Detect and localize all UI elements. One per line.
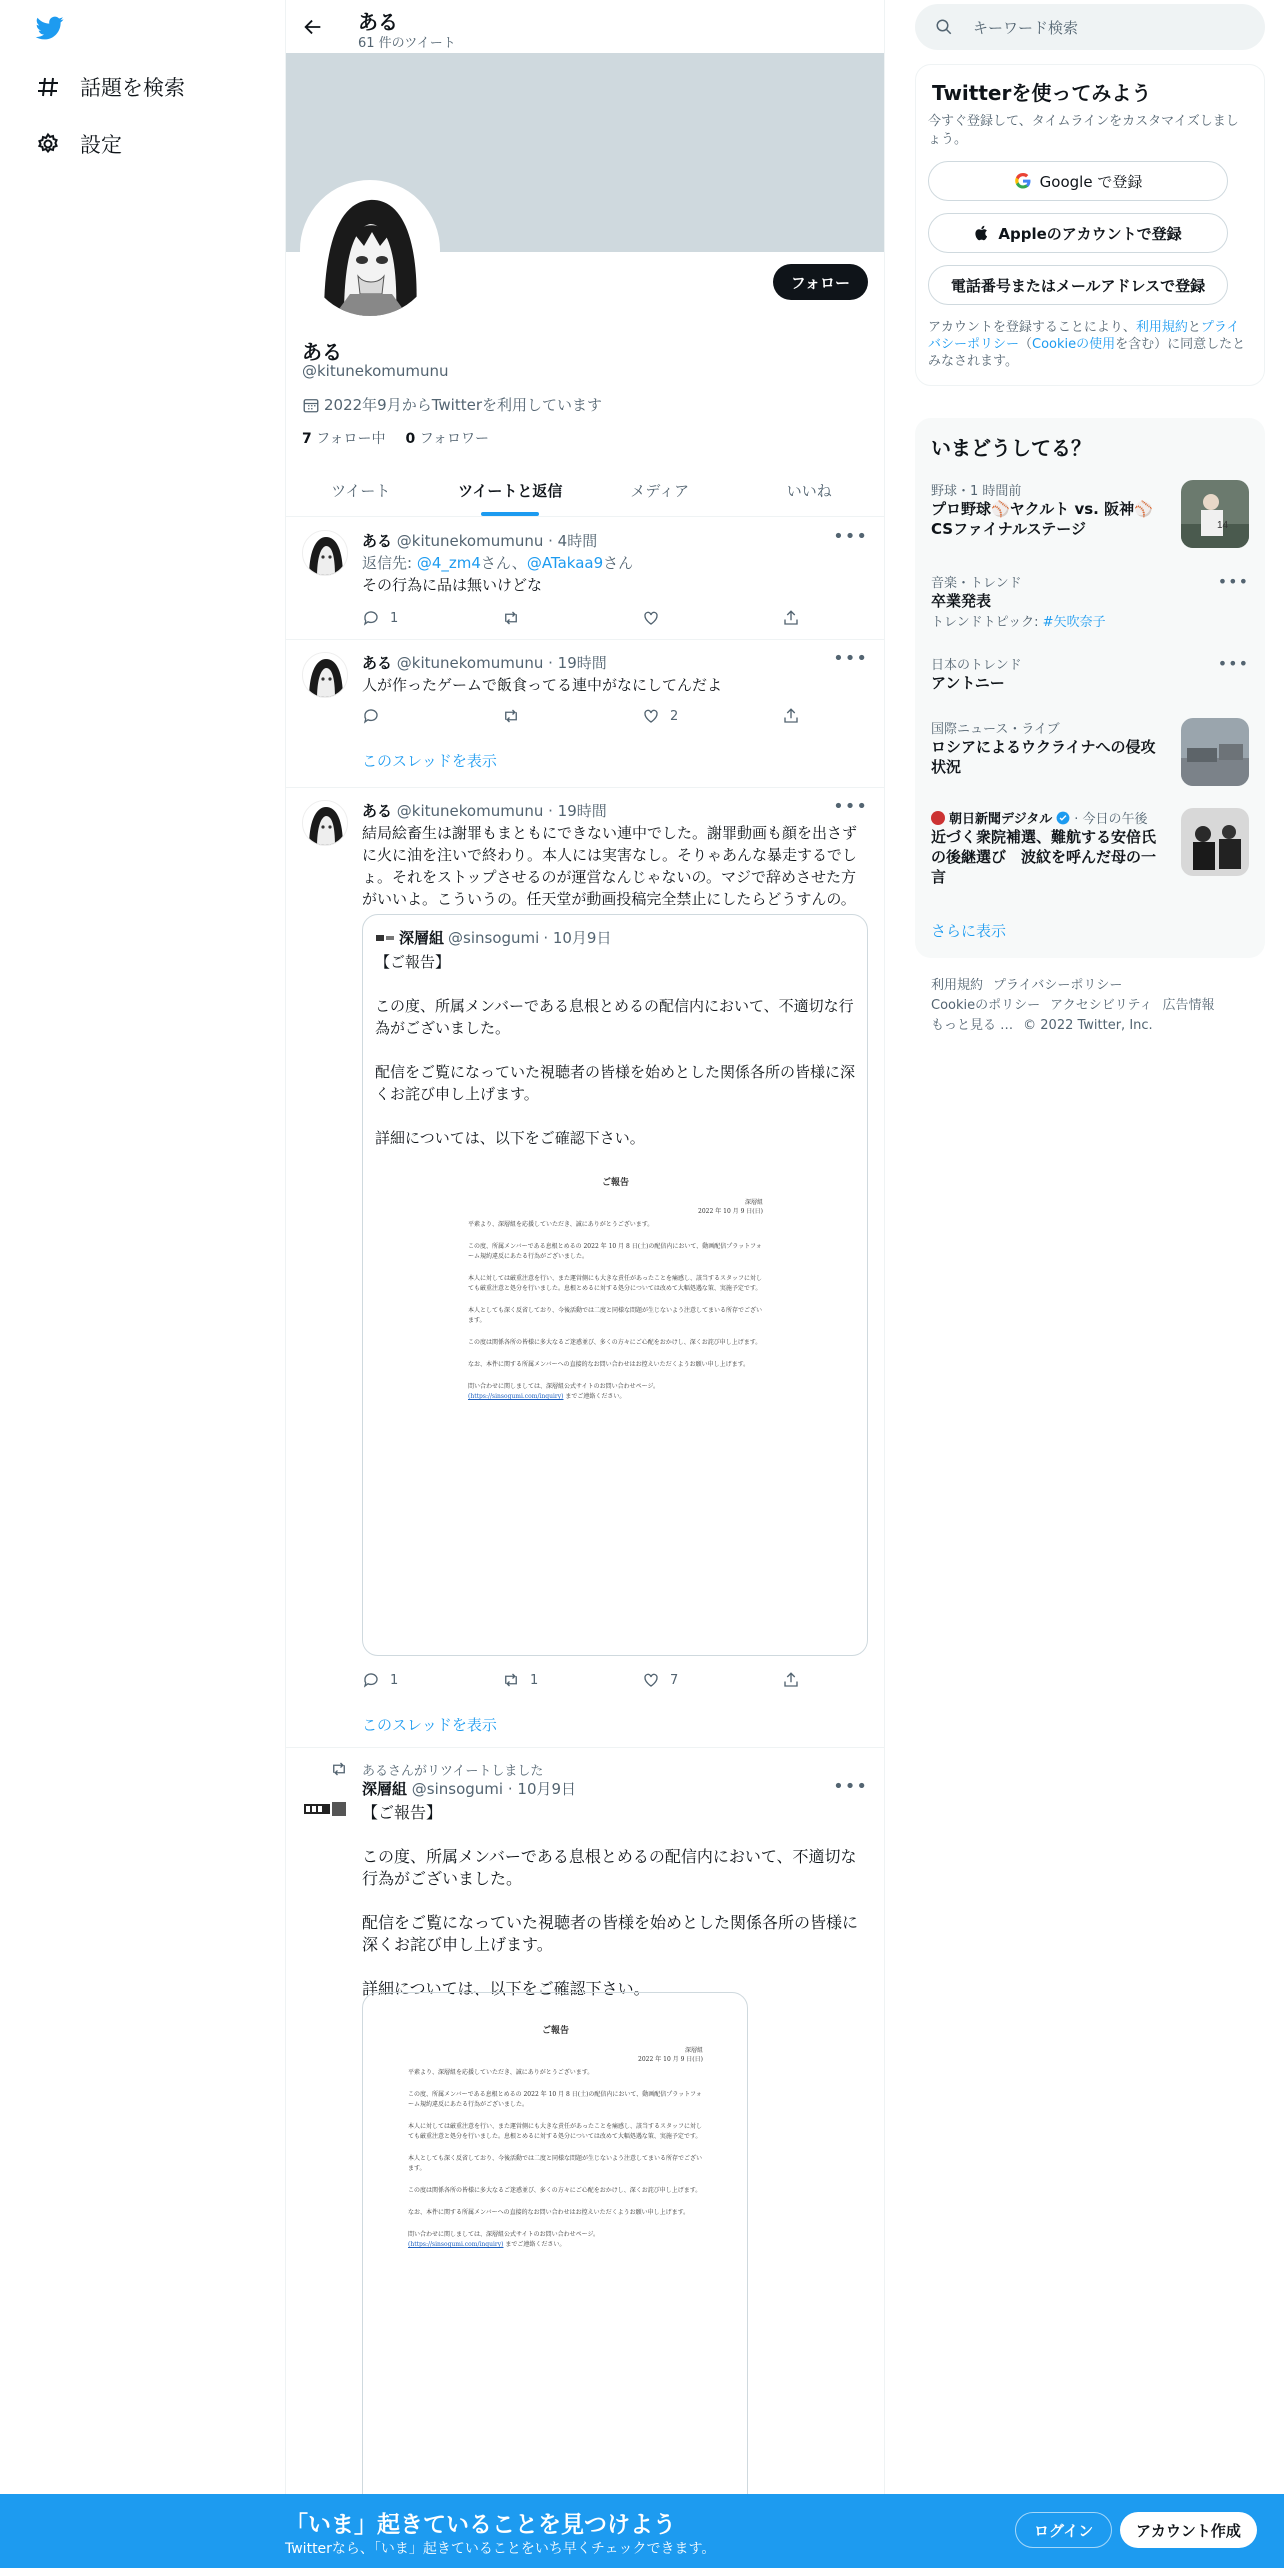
reply-icon: [362, 1671, 380, 1689]
more-icon[interactable]: •••: [833, 796, 868, 817]
tweet-header: [362, 800, 607, 821]
nav-explore[interactable]: [36, 67, 185, 107]
avatar-illustration: [304, 184, 436, 316]
tweet-time[interactable]: · 10月9日: [507, 1780, 577, 1798]
following-link[interactable]: 7 フォロー中: [302, 431, 386, 447]
reply-icon: [362, 609, 380, 627]
like-button[interactable]: 2: [642, 706, 732, 726]
footer-link[interactable]: プライバシーポリシー: [993, 978, 1123, 993]
quoted-author-avatar: [375, 931, 395, 945]
footer-link[interactable]: Cookieのポリシー: [931, 998, 1041, 1013]
trends-show-more-link[interactable]: さらに表示: [931, 922, 1007, 940]
tab-tweets-and-replies[interactable]: ツイートと返信: [436, 464, 586, 516]
hashtag-icon: [36, 75, 60, 99]
google-icon: [1014, 172, 1032, 190]
heart-icon: [642, 609, 660, 627]
trend-item[interactable]: 音楽・トレンド 卒業発表 トレンドトピック: #矢吹奈子 •••: [931, 572, 1249, 630]
more-icon[interactable]: •••: [833, 526, 868, 547]
reply-button[interactable]: [362, 706, 452, 726]
retweet-label[interactable]: あるさんがリツイートしました: [362, 1764, 544, 1779]
back-arrow-icon[interactable]: [302, 16, 324, 38]
quoted-time: · 10月9日: [543, 929, 612, 947]
quoted-author-handle: @sinsogumi: [448, 928, 540, 947]
show-thread-link[interactable]: このスレッドを表示: [362, 1716, 497, 1734]
profile-handle: @kitunekomumunu: [302, 362, 449, 380]
quoted-author-name: 深層組: [399, 929, 445, 947]
signup-title: Twitterを使ってみよう: [932, 81, 1152, 105]
retweet-button[interactable]: 1: [502, 1670, 592, 1690]
report-document-image: ご報告 深層組 2022 年 10 月 9 日(日) 平素より、深層組を応援していただき、誠にありがとうございます。 この度、所属メンバーである息根とめるの 2022 年 10 月 8 日(土)の配信内において、動画配信プラットフォーム規約違反にあたる行為がございました。 本人に対しては厳重注意を行い、また運営側にも大きな責任があったことを痛感し、該当するスタッフに対しても厳重注意と処分を行いました。息根とめるに対する処分については改めて大幅処遇な策、実施予定です。 本人としても深く反省しており、今後活動では二度と同様な問題が生じないよう注意してまいる所存でございます。 この度は関係各所の皆様に多大なるご迷惑並び、多くの方々にご心配をおかけし、深くお詫び申し上げます。 なお、本件に関する所属メンバーへの直接的なお問い合わせはお控えいただくようお願い申し上げます。 問い合わせに関しましては、深層組公式サイトのお問い合わせページ。 (https://sinsogumi.com/inquiry) までご連絡ください。: [408, 2023, 703, 2323]
trend-thumbnail: [1181, 808, 1249, 876]
profile-tabs: [286, 464, 884, 517]
tweet-author-handle[interactable]: @kitunekomumunu: [396, 802, 544, 820]
share-button[interactable]: [782, 706, 802, 726]
create-account-button[interactable]: アカウント作成: [1120, 2512, 1257, 2548]
reply-mention-link[interactable]: @ATakaa9: [526, 554, 604, 572]
tweet-reply-to: 返信先: @4_zm4さん、@ATakaa9さん: [362, 554, 634, 572]
nav-settings-label: 設定: [80, 133, 122, 157]
more-icon[interactable]: •••: [1217, 572, 1249, 591]
calendar-icon: [302, 396, 320, 414]
follow-button[interactable]: フォロー: [773, 264, 868, 300]
report-document-image[interactable]: ご報告 深層組 2022 年 10 月 9 日(日) 平素より、深層組を応援していただき、誠にありがとうございます。 この度、所属メンバーである息根とめるの 2022 年 10 月 8 日(土)の配信内において、動画配信プラットフォーム規約違反にあたる行為がございました。 本人に対しては厳重注意を行い、また運営側にも大きな責任があったことを痛感し、該当するスタッフに対しても厳重注意と処分を行いました。息根とめるに対する処分については改めて大幅処遇な策、実施予定です。 本人としても深く反省しており、今後活動では二度と同様な問題が生じないよう注意してまいる所存でございます。 この度は関係各所の皆様に多大なるご迷惑並び、多くの方々にご心配をおかけし、深くお詫び申し上げます。 なお、本件に関する所属メンバーへの直接的なお問い合わせはお控えいただくようお願い申し上げます。 問い合わせに関しましては、深層組公式サイトのお問い合わせページ。 (https://sinsogumi.com/inquiry) までご連絡ください。: [468, 1175, 763, 1475]
terms-link[interactable]: 利用規約: [1135, 320, 1188, 335]
twitter-logo-icon[interactable]: [34, 14, 66, 42]
tweet-avatar[interactable]: [302, 652, 348, 698]
main-column: [285, 0, 885, 2568]
retweeted-tweet-item[interactable]: [286, 1748, 884, 2494]
like-button[interactable]: 7: [642, 1670, 732, 1690]
retweet-icon: [502, 609, 520, 627]
footer-links: [931, 976, 1251, 1036]
trend-item[interactable]: 野球・1 時間前 プロ野球⚾ヤクルト vs. 阪神⚾CSファイナルステージ 14: [931, 480, 1249, 554]
footer-link[interactable]: アクセシビリティ: [1050, 998, 1153, 1013]
footer-link[interactable]: 広告情報: [1162, 998, 1215, 1013]
share-button[interactable]: [782, 1670, 802, 1690]
footer-link[interactable]: 利用規約: [931, 978, 984, 993]
more-icon[interactable]: •••: [833, 1776, 868, 1797]
tweet-author-name[interactable]: ある: [362, 802, 393, 820]
trends-card: [915, 418, 1265, 958]
tweet-header: [362, 1778, 576, 1799]
tweet-author-handle[interactable]: @sinsogumi: [411, 1780, 504, 1798]
apple-icon: [974, 224, 990, 242]
tweet-avatar[interactable]: [302, 800, 348, 846]
tweet-author-name[interactable]: ある: [362, 532, 393, 550]
trend-topic-link[interactable]: #矢吹奈子: [1042, 615, 1106, 630]
cookie-link[interactable]: Cookieの使用: [1032, 337, 1116, 352]
profile-follow-stats: [302, 428, 489, 448]
tweet-time[interactable]: · 19時間: [548, 654, 607, 672]
tweet-item[interactable]: [286, 640, 884, 788]
heart-icon: [642, 1671, 660, 1689]
retweet-indicator-icon: [330, 1760, 348, 1778]
google-signup-button[interactable]: Google で登録: [928, 161, 1228, 201]
search-icon: [935, 18, 953, 36]
tab-tweets[interactable]: ツイート: [331, 481, 391, 500]
heart-icon: [642, 707, 660, 725]
nav-settings[interactable]: [36, 124, 122, 164]
signup-card: [915, 64, 1265, 386]
tab-likes[interactable]: いいね: [786, 481, 832, 500]
retweet-button[interactable]: [502, 608, 592, 628]
bottom-bar-subtitle: Twitterなら、「いま」起きていることをいち早くチェックできます。: [285, 2541, 716, 2557]
profile-name: ある: [302, 340, 342, 364]
tweet-author-handle[interactable]: @kitunekomumunu: [396, 654, 544, 672]
privacy-link[interactable]: プライバシーポリシー: [928, 320, 1240, 352]
reply-icon: [362, 707, 380, 725]
tweet-avatar[interactable]: [302, 1786, 348, 1832]
trend-item[interactable]: 朝日新聞デジタル · 今日の午後 近づく衆院補選、難航する安倍氏の後継選び 波紋を呼んだ母の一言: [931, 808, 1249, 888]
trends-title: いまどうしてる？: [931, 436, 1091, 460]
trend-thumbnail: [1181, 480, 1249, 548]
share-icon: [782, 609, 800, 627]
reply-button[interactable]: 1: [362, 1670, 452, 1690]
tweet-header: [362, 530, 597, 551]
nav-explore-label: 話題を検索: [80, 76, 185, 100]
quoted-tweet[interactable]: [362, 914, 868, 1656]
left-sidebar: [0, 0, 285, 2568]
tab-media[interactable]: メディア: [630, 481, 690, 500]
gear-icon: [36, 132, 60, 156]
search-input[interactable]: [915, 4, 1265, 50]
profile-header: [286, 0, 884, 53]
retweet-icon: [502, 1671, 520, 1689]
retweet-button[interactable]: [502, 706, 592, 726]
tweet-media-image[interactable]: [362, 1992, 748, 2512]
news-source-avatar: [931, 811, 945, 825]
tweet-text: 人が作ったゲームで飯食ってる連中がなにしてんだよ: [362, 676, 723, 694]
phone-email-signup-button[interactable]: 電話番号またはメールアドレスで登録: [928, 265, 1228, 305]
tweet-item[interactable]: [286, 788, 884, 1748]
tweet-author-name[interactable]: ある: [362, 654, 393, 672]
trend-item[interactable]: 国際ニュース・ライブ ロシアによるウクライナへの侵攻状況: [931, 718, 1249, 792]
tweet-avatar[interactable]: [302, 530, 348, 576]
tweet-time[interactable]: · 19時間: [548, 802, 607, 820]
show-thread-link[interactable]: このスレッドを表示: [362, 752, 497, 770]
tweet-actions: [362, 608, 802, 628]
login-button[interactable]: ログイン: [1015, 2512, 1112, 2548]
tweet-text: その行為に品は無いけどな: [362, 576, 543, 594]
tweet-actions: [362, 706, 802, 726]
retweet-icon: [502, 707, 520, 725]
footer-copyright: © 2022 Twitter, Inc.: [1023, 1018, 1153, 1033]
tweet-item[interactable]: [286, 518, 884, 640]
tweet-header: [362, 652, 607, 673]
search-placeholder: キーワード検索: [973, 18, 1079, 37]
tweet-text: 結局絵畜生は謝罪もまともにできない連中でした。謝罪動画も顔を出さずに火に油を注いで終わり。本人には実害なし。そりゃあんな暴走するでしょ。それをストップさせるのが運営なんじゃないの。マジで辞めさせた方がいいよ。こういうの。任天堂が動画投稿完全禁止にしたらどうすんの。: [362, 824, 858, 908]
tweet-author-name[interactable]: 深層組: [362, 1780, 408, 1798]
signup-legal: アカウントを登録することにより、利用規約とプライバシーポリシー（Cookieの使用を含む）に同意したとみなされます。: [928, 320, 1246, 369]
apple-signup-button[interactable]: Appleのアカウントで登録: [928, 213, 1228, 253]
verified-badge-icon: [1056, 811, 1070, 825]
tweet-actions: [362, 1670, 802, 1690]
tweet-time[interactable]: · 4時間: [548, 532, 598, 550]
like-button[interactable]: [642, 608, 732, 628]
profile-joined-text: 2022年9月からTwitterを利用しています: [324, 396, 602, 414]
reply-mention-link[interactable]: @4_zm4: [416, 554, 481, 572]
trend-thumbnail: [1181, 718, 1249, 786]
profile-avatar[interactable]: [300, 180, 440, 320]
profile-joined: [302, 394, 602, 415]
tweet-author-handle[interactable]: @kitunekomumunu: [396, 532, 544, 550]
followers-link[interactable]: 0 フォロワー: [405, 431, 490, 447]
svg-text:14: 14: [1217, 520, 1229, 531]
share-icon: [782, 1671, 800, 1689]
more-icon[interactable]: •••: [1217, 654, 1249, 673]
bottom-signup-bar: [0, 2494, 1284, 2568]
trend-item[interactable]: 日本のトレンド アントニー •••: [931, 654, 1249, 692]
signup-subtitle: 今すぐ登録して、タイムラインをカスタマイズしましょう。: [928, 114, 1239, 147]
tweet-text: 【ご報告】 この度、所属メンバーである息根とめるの配信内において、不適切な行為がございました。 配信をご覧になっていた視聴者の皆様を始めとした関係各所の皆様に深くお詫び申し上げます。 詳細については、以下をご確認下さい。: [362, 1803, 859, 1998]
share-icon: [782, 707, 800, 725]
header-tweet-count: 61 件のツイート: [358, 36, 456, 51]
header-name: ある: [358, 10, 398, 34]
reply-button[interactable]: 1: [362, 608, 452, 628]
share-button[interactable]: [782, 608, 802, 628]
bottom-bar-title: 「いま」起きていることを見つけよう: [285, 2512, 676, 2538]
quoted-tweet-header: [375, 927, 611, 948]
footer-more-link[interactable]: もっと見る …: [931, 1018, 1014, 1033]
right-sidebar: [915, 0, 1265, 2568]
more-icon[interactable]: •••: [833, 648, 868, 669]
quoted-text: 【ご報告】 この度、所属メンバーである息根とめるの配信内において、不適切な行為がございました。 配信をご覧になっていた視聴者の皆様を始めとした関係各所の皆様に深くお詫び申し上げます。 詳細については、以下をご確認下さい。: [375, 953, 856, 1147]
